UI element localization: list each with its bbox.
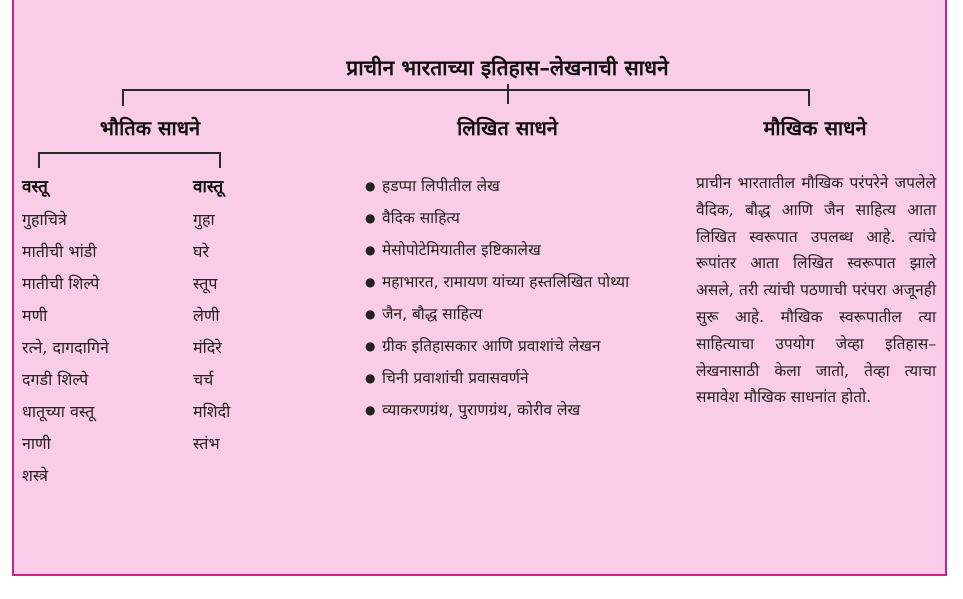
heading-oral-sources: मौखिक साधने — [763, 116, 867, 140]
list-item: मंदिरे — [193, 338, 222, 357]
list-item: मणी — [22, 306, 48, 325]
list-item: ● वैदिक साहित्य — [365, 202, 695, 234]
list-item: ● चिनी प्रवाशांची प्रवासवर्णने — [365, 362, 695, 394]
list-item: घरे — [193, 242, 210, 261]
list-item: ● ग्रीक इतिहासकार आणि प्रवाशांचे लेखन — [365, 330, 675, 362]
bullet-icon: ● — [365, 403, 376, 417]
structures-heading: वास्तू — [193, 177, 224, 197]
bullet-icon: ● — [365, 211, 376, 225]
bullet-icon: ● — [365, 339, 376, 353]
bullet-icon: ● — [365, 307, 376, 321]
structures-list — [193, 204, 230, 460]
list-item: शस्त्रे — [22, 466, 48, 485]
list-item: ● हडप्पा लिपीतील लेख — [365, 170, 695, 202]
subtree-horizontal-line — [38, 152, 221, 154]
bullet-icon: ● — [365, 371, 376, 385]
list-item: मातीची भांडी — [22, 242, 97, 261]
list-item: स्तंभ — [193, 434, 220, 453]
list-item: स्तूप — [193, 274, 218, 293]
list-item: मशिदी — [193, 402, 231, 421]
list-item: लेणी — [193, 306, 220, 325]
bullet-icon: ● — [365, 243, 376, 257]
tree-horizontal-line — [122, 89, 810, 91]
heading-written-sources: लिखित साधने — [457, 116, 558, 140]
list-item: ● व्याकरणग्रंथ, पुराणग्रंथ, कोरीव लेख — [365, 394, 695, 426]
page-title: प्राचीन भारताच्या इतिहास–लेखनाची साधने — [346, 55, 669, 80]
list-item: गुहा — [193, 210, 215, 229]
oral-sources-paragraph: प्राचीन भारतातील मौखिक परंपरेने जपलेले वैदिक, बौद्ध आणि जैन साहित्य आता लिखित स्वरूपात उपलब्ध आहे. त्यांचे रूपांतर आता लिखित स्वरूपात झाले असले, तरी त्यांची पठणाची परंपरा अजूनही सुरू आहे. मौखिक स्वरूपातील त्या साहित्याचा उपयोग जेव्हा इतिहास–लेखनासाठी केला जातो, तेव्हा त्याचा समावेश मौखिक साधनांत होतो. — [696, 174, 936, 407]
objects-heading: वस्तू — [22, 177, 48, 197]
tree-left-drop — [122, 89, 124, 106]
list-item: दगडी शिल्पे — [22, 370, 89, 389]
list-item: ● मेसोपोटेमियातील इष्टिकालेख — [365, 234, 695, 266]
list-item: गुहाचित्रे — [22, 210, 67, 229]
list-item: ● जैन, बौद्ध साहित्य — [365, 298, 695, 330]
list-item: ● महाभारत, रामायण यांच्या हस्तलिखित पोथ्या — [365, 266, 655, 298]
objects-list — [22, 204, 109, 492]
bullet-icon: ● — [365, 179, 376, 193]
list-item: चर्च — [193, 370, 214, 389]
list-item: धातूच्या वस्तू — [22, 402, 95, 421]
heading-physical-sources: भौतिक साधने — [99, 116, 201, 140]
bullet-icon: ● — [365, 275, 376, 289]
list-item: मातीची शिल्पे — [22, 274, 100, 293]
subtree-left-drop — [38, 152, 40, 168]
tree-right-drop — [808, 89, 810, 106]
subtree-right-drop — [219, 152, 221, 168]
written-sources-list — [365, 170, 695, 426]
tree-center-stem — [507, 84, 509, 104]
list-item: रत्ने, दागदागिने — [22, 338, 109, 357]
list-item: नाणी — [22, 434, 51, 453]
